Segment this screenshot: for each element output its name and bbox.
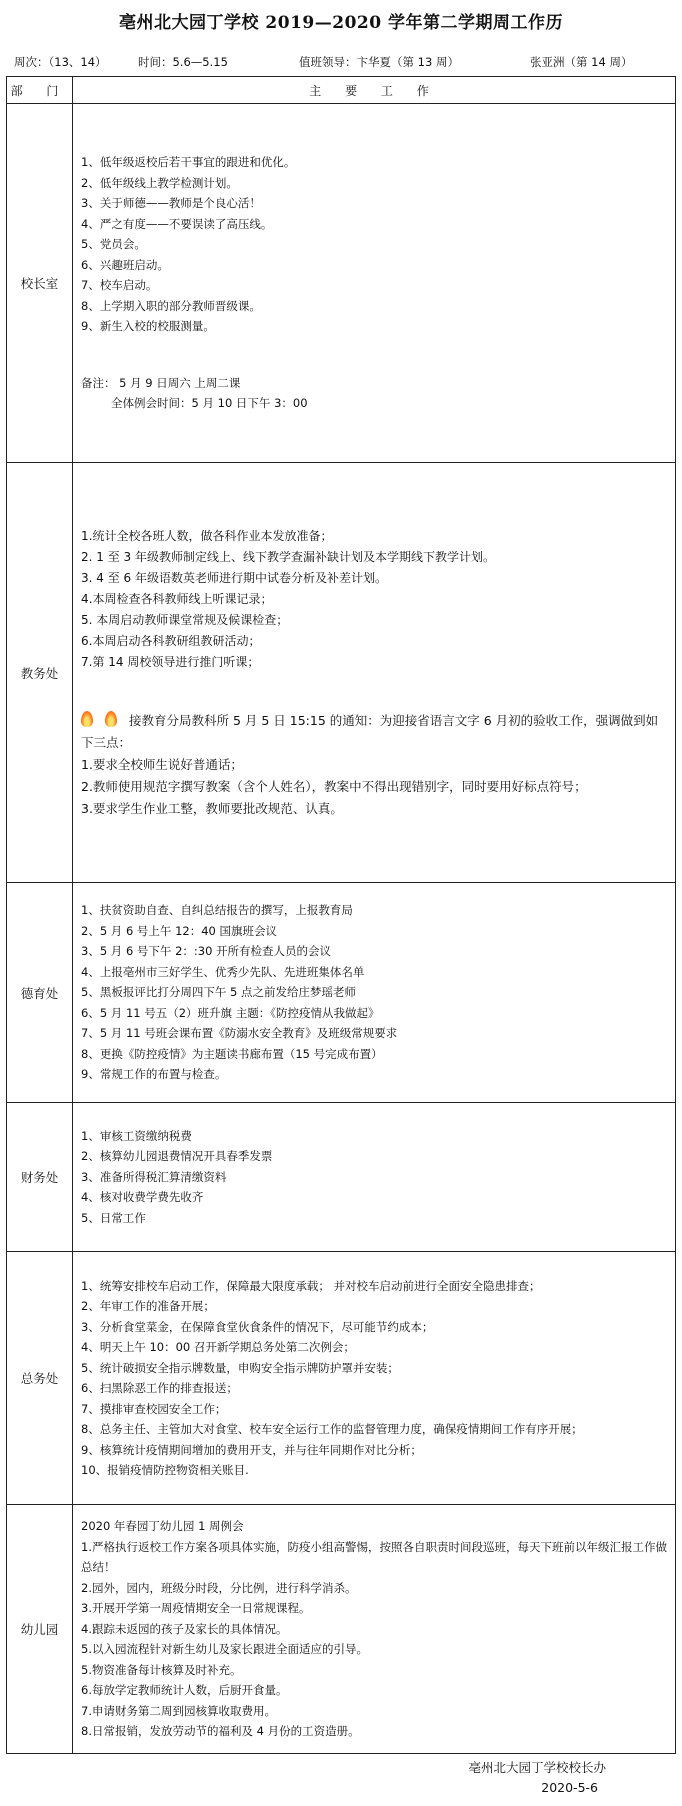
- finance-work: [73, 1103, 676, 1252]
- list-item: 5、统计破损安全指示牌数量，申购安全指示牌防护罩并安装；: [81, 1360, 399, 1375]
- list-item: 2、年审工作的准备开展；: [81, 1299, 215, 1313]
- principal-meeting-time: 全体例会时间：5 月 10 日下午 3：00: [111, 396, 308, 411]
- list-item: 6.每放学定教师统计人数，后厨开食量。: [81, 1683, 288, 1698]
- duty-leader-2-label: 张亚洲（第 14 周）: [530, 55, 633, 69]
- dept-moral: 德育处: [7, 883, 73, 1103]
- principal-note: 备注： 5 月 9 日周六 上周二课: [81, 375, 241, 390]
- list-item: 1.要求全校师生说好普通话；: [81, 756, 243, 772]
- list-item: 4、上报亳州市三好学生、优秀少先队、先进班集体名单: [81, 964, 365, 979]
- fire-icon: [105, 711, 117, 727]
- header-dept: 部 门: [7, 77, 73, 104]
- list-item: 1.严格执行返校工作方案各项具体实施，防疫小组高警惕，按照各自职责时间段巡班，每天下班前以年级汇报工作做总结！: [81, 1539, 667, 1575]
- list-item: 6、兴趣班启动。: [81, 257, 169, 272]
- week-label: 周次：（13、14）: [14, 55, 107, 69]
- list-item: 9、新生入校的校服测量。: [81, 319, 215, 334]
- list-item: 8、更换《防控疫情》为主题读书廊布置（15 号完成布置）: [81, 1046, 383, 1061]
- list-item: 1、统筹安排校车启动工作，保障最大限度承载； 并对校车启动前进行全面安全隐患排查；: [81, 1278, 541, 1293]
- list-item: 7、摸排审查校园安全工作；: [81, 1401, 227, 1416]
- list-item: 2、核算幼儿园退费情况开具春季发票: [81, 1149, 273, 1164]
- row-finance: [7, 1103, 676, 1252]
- list-item: 7.第 14 周校领导进行推门听课；: [81, 654, 260, 669]
- general-affairs-work: [73, 1252, 676, 1505]
- notice-head: 接教育分局教科所 5 月 5 日 15:15 的通知：为迎接省语言文字 6 月初的验收工作，强调做到如下三点：: [81, 712, 659, 750]
- page-title: 亳州北大园丁学校 2019—2020 学年第二学期周工作历: [119, 13, 563, 33]
- footer-org: 亳州北大园丁学校校长办: [468, 1760, 606, 1775]
- list-item: 8、总务主任、主管加大对食堂、校车安全运行工作的监督管理力度，确保疫情期间工作有序开展；: [81, 1422, 583, 1436]
- list-item: 9、常规工作的布置与检查。: [81, 1067, 227, 1082]
- list-item: 2. 1 至 3 年级教师制定线上、线下教学查漏补缺计划及本学期线下教学计划。: [81, 549, 495, 564]
- list-item: 5. 本周启动教师课堂常规及候课检查；: [81, 612, 289, 627]
- list-item: 6.本周启动各科教研组教研活动；: [81, 633, 261, 648]
- list-item: 4.跟踪未返园的孩子及家长的具体情况。: [81, 1621, 288, 1636]
- row-kindergarten: [7, 1505, 676, 1754]
- list-item: 8.日常报销，发放劳动节的福利及 4 月份的工资造册。: [81, 1724, 360, 1739]
- moral-work: [73, 883, 676, 1103]
- dept-kindergarten: 幼儿园: [7, 1505, 73, 1754]
- list-item: 4.本周检查各科教师线上听课记录；: [81, 591, 273, 606]
- dept-academic: 教务处: [7, 463, 73, 883]
- list-item: 2.园外，园内，班级分时段，分比例，进行科学消杀。: [81, 1580, 357, 1595]
- list-item: 4、严之有度——不要误读了高压线。: [81, 216, 273, 231]
- list-item: 1、扶贫资助自查、自纠总结报告的撰写，上报教育局: [81, 903, 353, 918]
- kindergarten-meeting-head: 2020 年春园丁幼儿园 1 周例会: [81, 1519, 244, 1534]
- work-calendar-table: [6, 76, 676, 1754]
- list-item: 10、报销疫情防控物资相关账目.: [81, 1463, 249, 1477]
- dept-finance: 财务处: [7, 1103, 73, 1252]
- list-item: 3、5 月 6 号下午 2：:30 开所有检查人员的会议: [81, 944, 332, 959]
- list-item: 3、分析食堂菜金，在保障食堂伙食条件的情况下，尽可能节约成本；: [81, 1319, 434, 1334]
- table-header-row: [7, 77, 676, 104]
- list-item: 3. 4 至 6 年级语数英老师进行期中试卷分析及补差计划。: [81, 570, 387, 585]
- list-item: 5、黑板报评比打分周四下午 5 点之前发给庄梦瑶老师: [81, 985, 356, 1000]
- list-item: 1.统计全校各班人数，做各科作业本发放准备；: [81, 528, 333, 543]
- row-moral: [7, 883, 676, 1103]
- footer-date: 2020-5-6: [541, 1780, 598, 1795]
- dept-principal: 校长室: [7, 104, 73, 463]
- list-item: 6、扫黑除恶工作的排查报送；: [81, 1381, 238, 1395]
- list-item: 5.物资准备每计核算及时补充。: [81, 1662, 242, 1677]
- list-item: 4、明天上午 10：00 召开新学期总务处第二次例会；: [81, 1340, 355, 1354]
- list-item: 5、日常工作: [81, 1210, 146, 1225]
- list-item: 5、党员会。: [81, 237, 146, 252]
- list-item: 3.开展开学第一周疫情期安全一日常规课程。: [81, 1601, 311, 1616]
- row-academic: [7, 463, 676, 883]
- list-item: 7.申请财务第二周到园核算收取费用。: [81, 1703, 276, 1718]
- list-item: 1、低年级返校后若干事宜的跟进和优化。: [81, 155, 296, 170]
- principal-work: [73, 104, 676, 463]
- list-item: 7、5 月 11 号班会课布置《防溺水安全教育》及班级常规要求: [81, 1026, 398, 1041]
- row-principal: [7, 104, 676, 463]
- list-item: 8、上学期入职的部分教师晋级课。: [81, 298, 261, 313]
- list-item: 5.以入园流程针对新生幼儿及家长跟进全面适应的引导。: [81, 1642, 368, 1657]
- duty-leader-label: 值班领导：卞华夏（第 13 周）: [299, 55, 459, 69]
- list-item: 2.教师使用规范字撰写教案（含个人姓名），教案中不得出现错别字，同时要用好标点符号；: [81, 778, 587, 794]
- academic-work: [73, 463, 676, 883]
- list-item: 2、低年级线上教学检测计划。: [81, 175, 238, 190]
- list-item: 2、5 月 6 号上午 12：40 国旗班会议: [81, 923, 277, 938]
- list-item: 3、准备所得税汇算清缴资料: [81, 1169, 227, 1184]
- header-work: 主 要 工 作: [73, 77, 676, 104]
- list-item: 7、校车启动。: [81, 278, 158, 293]
- notice-paragraph: [81, 709, 669, 754]
- list-item: 9、核算统计疫情期间增加的费用开支，并与往年同期作对比分析；: [81, 1442, 422, 1457]
- time-label: 时间：5.6—5.15: [138, 55, 228, 69]
- list-item: 3、关于师德——教师是个良心活！: [81, 196, 261, 211]
- dept-general-affairs: 总务处: [7, 1252, 73, 1505]
- list-item: 1、审核工资缴纳税费: [81, 1128, 192, 1143]
- kindergarten-work: [73, 1505, 676, 1754]
- list-item: 6、5 月 11 号五（2）班升旗 主题：《防控疫情从我做起》: [81, 1005, 380, 1020]
- row-general-affairs: [7, 1252, 676, 1505]
- list-item: 3.要求学生作业工整，教师要批改规范、认真。: [81, 800, 343, 816]
- list-item: 4、核对收费学费先收齐: [81, 1190, 204, 1205]
- fire-icon: [81, 711, 93, 727]
